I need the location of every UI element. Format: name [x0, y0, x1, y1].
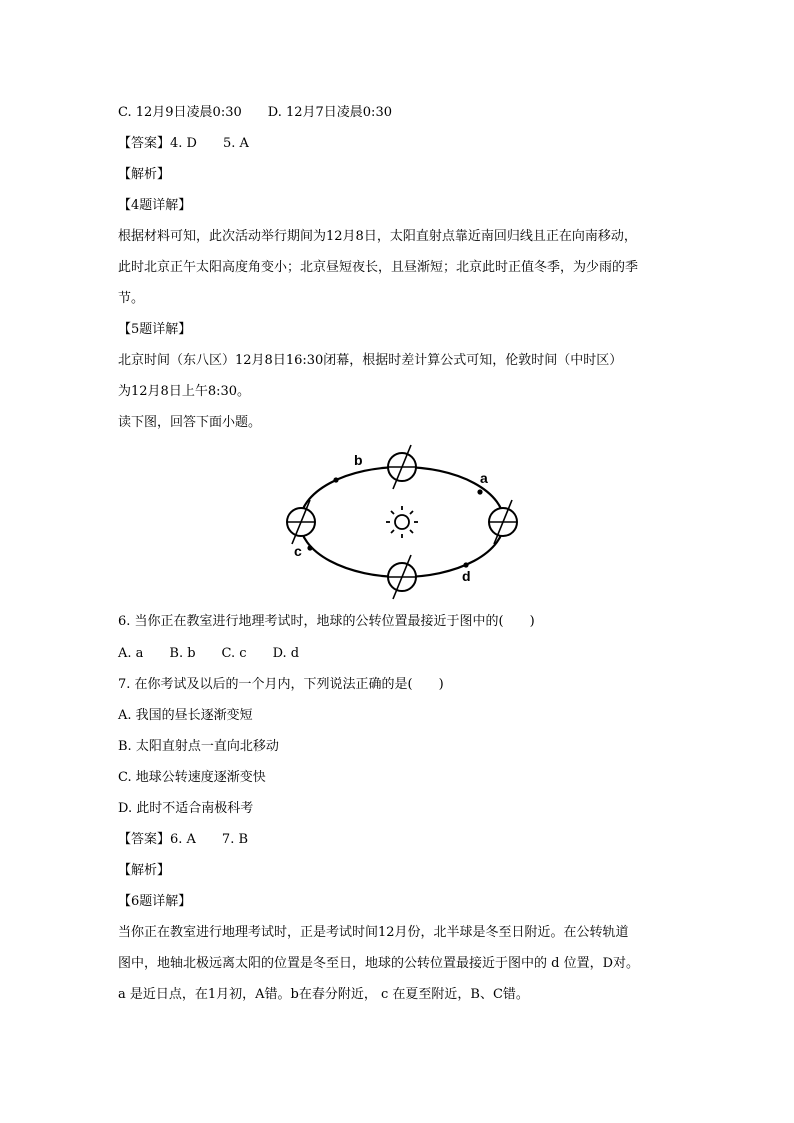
label-b: b — [354, 452, 363, 468]
q6-detail-heading: 【6题详解】 — [118, 894, 192, 909]
q4-detail-line-3: 节。 — [118, 291, 145, 306]
q5-detail-line-2: 为12月8日上午8:30。 — [118, 384, 251, 399]
q6-detail-line-2: 图中，地轴北极远离太阳的位置是冬至日，地球的公转位置最接近于图中的 d 位置，D对。 — [118, 956, 640, 971]
label-d: d — [462, 568, 471, 584]
answer-line-6-7: 【答案】6. A 7. B — [118, 832, 249, 847]
answer-line-4-5: 【答案】4. D 5. A — [118, 136, 249, 151]
q6-stem: 6. 当你正在教室进行地理考试时，地球的公转位置最接近于图中的( ) — [118, 614, 535, 629]
q7-option-b: B. 太阳直射点一直向北移动 — [118, 739, 279, 754]
q4-detail-line-1: 根据材料可知，此次活动举行期间为12月8日，太阳直射点靠近南回归线且正在向南移动， — [118, 229, 637, 244]
earth-globe-icon — [388, 445, 416, 489]
q7-option-c: C. 地球公转速度逐渐变快 — [118, 770, 266, 785]
q4-detail-line-2: 此时北京正午太阳高度角变小；北京昼短夜长，且昼渐短；北京此时正值冬季，为少雨的季 — [118, 260, 639, 275]
analysis-heading: 【解析】 — [118, 167, 171, 182]
earth-globe-icon — [388, 555, 416, 599]
q4-detail-heading: 【4题详解】 — [118, 198, 192, 213]
position-dot-d — [463, 562, 468, 567]
figure-intro: 读下图，回答下面小题。 — [118, 415, 262, 430]
position-dot-c — [307, 545, 312, 550]
position-dot-a — [477, 489, 482, 494]
q6-detail-line-1: 当你正在教室进行地理考试时，正是考试时间12月份，北半球是冬至日附近。在公转轨道 — [118, 925, 629, 940]
orbit-ellipse — [300, 467, 504, 577]
q7-option-a: A. 我国的昼长逐渐变短 — [118, 708, 253, 723]
earth-globe-icon — [489, 500, 517, 544]
orbit-diagram — [270, 440, 530, 600]
label-a: a — [480, 470, 488, 486]
analysis-heading-2: 【解析】 — [118, 863, 171, 878]
q7-stem: 7. 在你考试及以后的一个月内，下列说法正确的是( ) — [118, 677, 444, 692]
q5-detail-heading: 【5题详解】 — [118, 322, 192, 337]
q7-option-d: D. 此时不适合南极科考 — [118, 801, 254, 816]
sun-icon — [386, 506, 418, 538]
label-c: c — [294, 543, 302, 559]
text-line-1: C. 12月9日凌晨0:30 D. 12月7日凌晨0:30 — [118, 105, 392, 120]
q6-detail-line-3: a 是近日点，在1月初，A错。b在春分附近， c 在夏至附近，B、C错。 — [118, 987, 529, 1002]
position-dot-b — [333, 477, 338, 482]
q6-options: A. a B. b C. c D. d — [118, 646, 300, 661]
earth-globe-icon — [287, 500, 315, 544]
q5-detail-line-1: 北京时间（东八区）12月8日16:30闭幕，根据时差计算公式可知，伦敦时间（中时区） — [118, 353, 623, 368]
